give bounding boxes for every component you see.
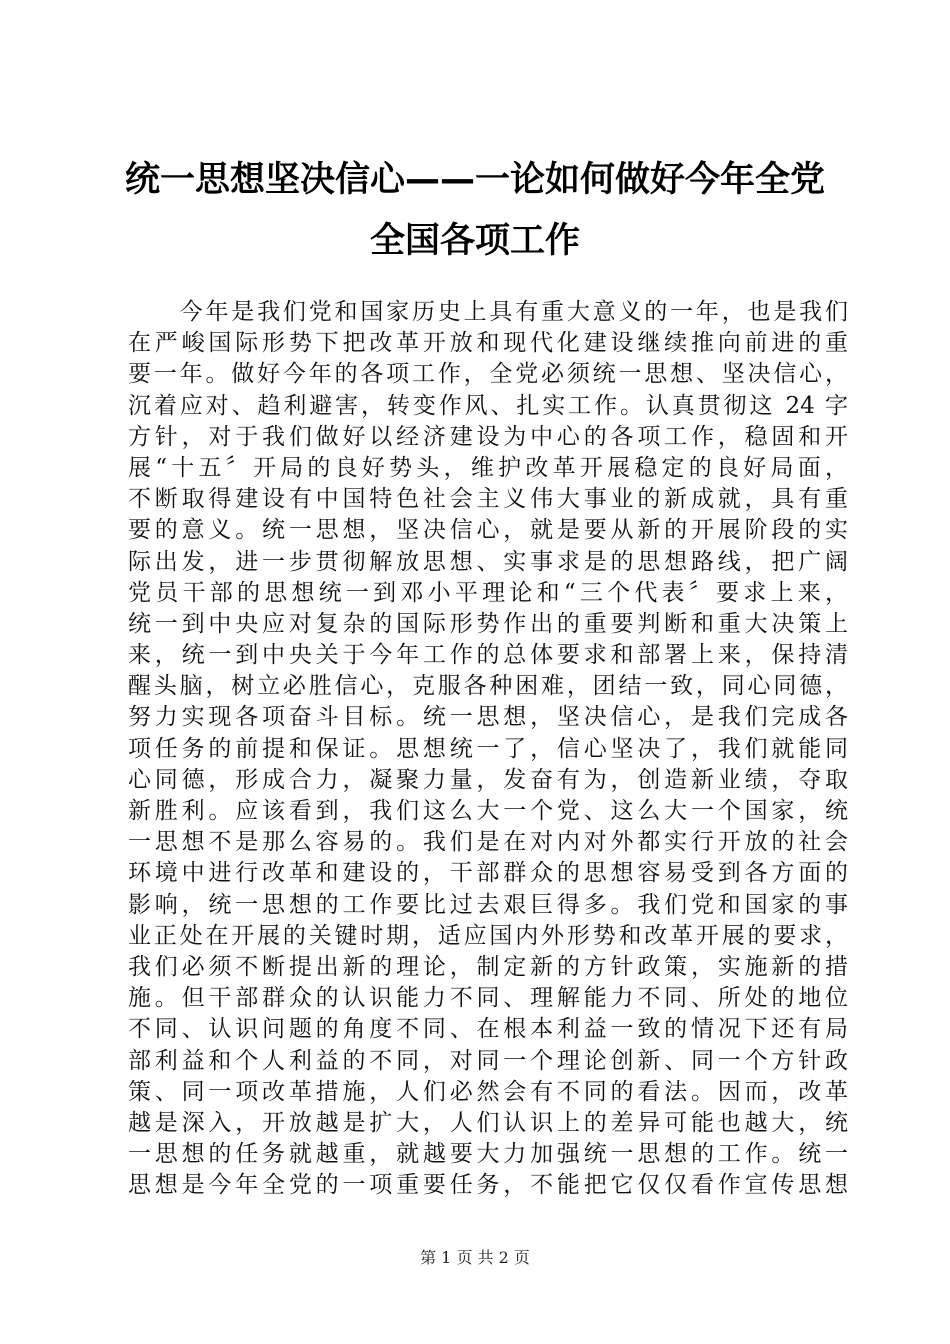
body-line: 施。但干部群众的认识能力不同、理解能力不同、所处的地位 (128, 985, 848, 1012)
body-line: 不断取得建设有中国特色社会主义伟大事业的新成就，具有重 (128, 486, 848, 513)
document-title-line-2: 全国各项工作 (369, 221, 580, 261)
body-line: 不同、认识问题的角度不同、在根本利益一致的情况下还有局 (128, 1016, 848, 1043)
body-line: 沉着应对、趋利避害，转变作风、扎实工作。认真贯彻这 24 字 (128, 392, 848, 419)
body-line: 方针，对于我们做好以经济建设为中心的各项工作，稳固和开 (128, 423, 848, 450)
body-line: 项任务的前提和保证。思想统一了，信心坚决了，我们就能同 (128, 735, 848, 762)
body-line: 一思想的任务就越重，就越要大力加强统一思想的工作。统一 (128, 1141, 848, 1168)
body-line: 来，统一到中央关于今年工作的总体要求和部署上来，保持清 (128, 642, 848, 669)
body-line: 今年是我们党和国家历史上具有重大意义的一年，也是我们 (128, 299, 848, 325)
page-footer: 第 1 页 共 2 页 (420, 1248, 530, 1267)
body-line: 策、同一项改革措施，人们必然会有不同的看法。因而，改革 (128, 1078, 848, 1105)
document-title-line-1: 统一思想坚决信心——一论如何做好今年全党 (124, 160, 825, 200)
body-line: 统一到中央应对复杂的国际形势作出的重要判断和重大决策上 (128, 610, 848, 637)
body-line: 环境中进行改革和建设的，干部群众的思想容易受到各方面的 (128, 860, 848, 887)
body-line: 我们必须不断提出新的理论，制定新的方针政策，实施新的措 (128, 953, 848, 980)
body-line: 在严峻国际形势下把改革开放和现代化建设继续推向前进的重 (128, 330, 848, 357)
body-line: 努力实现各项奋斗目标。统一思想，坚决信心，是我们完成各 (128, 704, 848, 731)
body-line: 部利益和个人利益的不同，对同一个理论创新、同一个方针政 (128, 1047, 848, 1074)
body-line: 要的意义。统一思想，坚决信心，就是要从新的开展阶段的实 (128, 517, 848, 544)
body-line: 醒头脑，树立必胜信心，克服各种困难，团结一致，同心同德， (128, 673, 848, 700)
body-line: 党员干部的思想统一到邓小平理论和“三个代表〞要求上来， (128, 579, 848, 606)
body-line: 业正处在开展的关键时期，适应国内外形势和改革开展的要求， (128, 922, 848, 949)
body-line: 心同德，形成合力，凝聚力量，发奋有为，创造新业绩，夺取 (128, 766, 848, 793)
body-line: 展“十五〞开局的良好势头，维护改革开展稳定的良好局面， (128, 454, 848, 481)
body-line: 越是深入，开放越是扩大，人们认识上的差异可能也越大，统 (128, 1109, 848, 1136)
body-line: 新胜利。应该看到，我们这么大一个党、这么大一个国家，统 (128, 798, 848, 824)
body-line: 一思想不是那么容易的。我们是在对内对外都实行开放的社会 (128, 829, 848, 856)
body-line: 际出发，进一步贯彻解放思想、实事求是的思想路线，把广阔 (128, 548, 848, 575)
document-body (128, 297, 848, 1201)
body-line: 思想是今年全党的一项重要任务，不能把它仅仅看作宣传思想 (128, 1172, 848, 1199)
body-line: 影响，统一思想的工作要比过去艰巨得多。我们党和国家的事 (128, 891, 848, 918)
body-line: 要一年。做好今年的各项工作，全党必须统一思想、坚决信心， (128, 361, 848, 388)
